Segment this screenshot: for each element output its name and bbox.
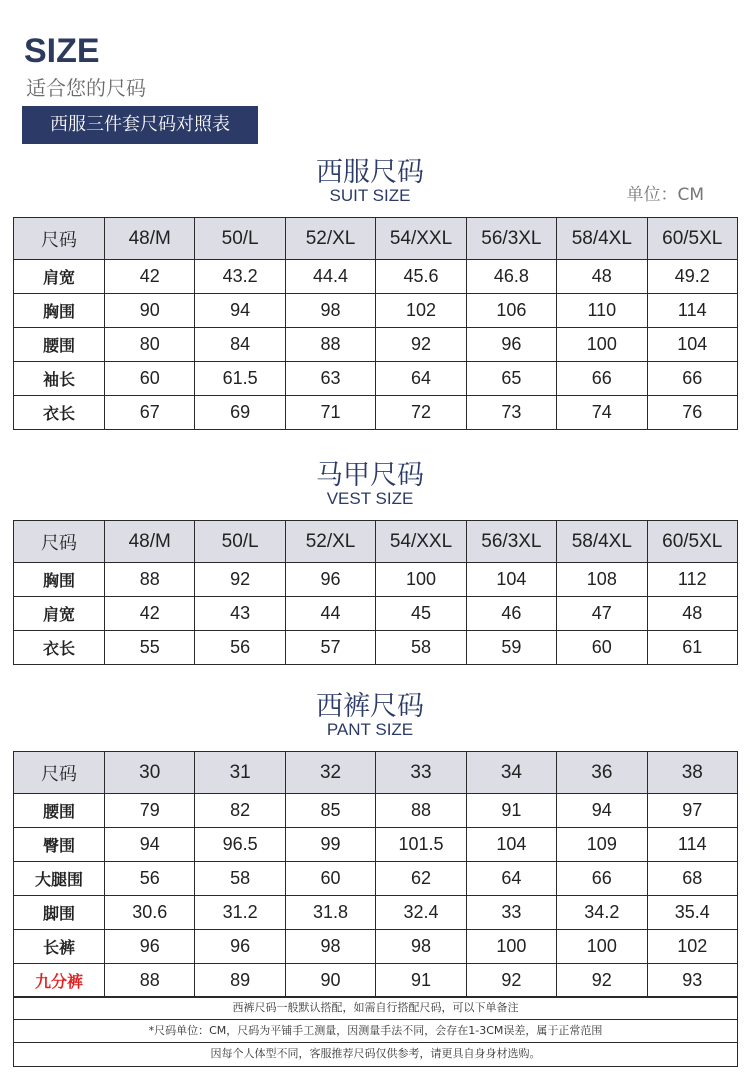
table-row bbox=[14, 631, 738, 665]
size-header-cell: 48/M bbox=[105, 521, 195, 563]
header-label-cell: 尺码 bbox=[14, 521, 105, 563]
row-label-cell: 袖长 bbox=[14, 362, 105, 396]
size-header-cell: 60/5XL bbox=[647, 218, 737, 260]
measure-cell: 61.5 bbox=[195, 362, 285, 396]
measure-cell: 109 bbox=[557, 828, 647, 862]
measure-cell: 100 bbox=[557, 930, 647, 964]
measure-cell: 96 bbox=[285, 563, 375, 597]
measure-cell: 31.8 bbox=[285, 896, 375, 930]
measure-cell: 63 bbox=[285, 362, 375, 396]
measure-cell: 76 bbox=[647, 396, 737, 430]
row-label-cell: 九分裤 bbox=[14, 964, 105, 998]
measure-cell: 56 bbox=[105, 862, 195, 896]
size-header-cell: 30 bbox=[105, 752, 195, 794]
measure-cell: 60 bbox=[285, 862, 375, 896]
measure-cell: 91 bbox=[376, 964, 466, 998]
note-line: *尺码单位：CM，尺码为平铺手工测量，因测量手法不同，会存在1-3CM误差，属于正常范围 bbox=[14, 1020, 737, 1043]
measure-cell: 100 bbox=[466, 930, 556, 964]
size-header-cell: 58/4XL bbox=[557, 218, 647, 260]
row-label-cell: 脚围 bbox=[14, 896, 105, 930]
table-row bbox=[14, 930, 738, 964]
measure-cell: 33 bbox=[466, 896, 556, 930]
pant-title-en: PANT SIZE bbox=[326, 720, 414, 739]
row-label-cell: 臀围 bbox=[14, 828, 105, 862]
table-row bbox=[14, 260, 738, 294]
table-row bbox=[14, 362, 738, 396]
measure-cell: 74 bbox=[557, 396, 647, 430]
size-header-cell: 56/3XL bbox=[466, 521, 556, 563]
measure-cell: 64 bbox=[466, 862, 556, 896]
pant-size-table bbox=[13, 751, 738, 998]
measure-cell: 93 bbox=[647, 964, 737, 998]
measure-cell: 99 bbox=[285, 828, 375, 862]
measure-cell: 44.4 bbox=[285, 260, 375, 294]
measure-cell: 71 bbox=[285, 396, 375, 430]
size-header-cell: 52/XL bbox=[285, 218, 375, 260]
suit-size-table bbox=[13, 217, 738, 430]
measure-cell: 68 bbox=[647, 862, 737, 896]
measure-cell: 58 bbox=[376, 631, 466, 665]
measure-cell: 42 bbox=[105, 597, 195, 631]
measure-cell: 47 bbox=[557, 597, 647, 631]
measure-cell: 88 bbox=[376, 794, 466, 828]
size-header-cell: 54/XXL bbox=[376, 521, 466, 563]
row-label-cell: 胸围 bbox=[14, 294, 105, 328]
measure-cell: 67 bbox=[105, 396, 195, 430]
measure-cell: 106 bbox=[466, 294, 556, 328]
measure-cell: 49.2 bbox=[647, 260, 737, 294]
measure-cell: 66 bbox=[557, 862, 647, 896]
measure-cell: 32.4 bbox=[376, 896, 466, 930]
measure-cell: 92 bbox=[466, 964, 556, 998]
measure-cell: 45 bbox=[376, 597, 466, 631]
measure-cell: 88 bbox=[285, 328, 375, 362]
vest-size-table bbox=[13, 520, 738, 665]
header-label-cell: 尺码 bbox=[14, 218, 105, 260]
row-label-cell: 大腿围 bbox=[14, 862, 105, 896]
measure-cell: 79 bbox=[105, 794, 195, 828]
table-row bbox=[14, 794, 738, 828]
measure-cell: 92 bbox=[557, 964, 647, 998]
suit-title: 西服尺码 bbox=[316, 157, 424, 188]
measure-cell: 102 bbox=[376, 294, 466, 328]
measure-cell: 69 bbox=[195, 396, 285, 430]
measure-cell: 42 bbox=[105, 260, 195, 294]
measure-cell: 96 bbox=[105, 930, 195, 964]
measure-cell: 65 bbox=[466, 362, 556, 396]
measure-cell: 60 bbox=[557, 631, 647, 665]
measure-cell: 80 bbox=[105, 328, 195, 362]
measure-cell: 56 bbox=[195, 631, 285, 665]
row-label-cell: 胸围 bbox=[14, 563, 105, 597]
measure-cell: 90 bbox=[105, 294, 195, 328]
measure-cell: 66 bbox=[557, 362, 647, 396]
measure-cell: 48 bbox=[557, 260, 647, 294]
measure-cell: 90 bbox=[285, 964, 375, 998]
measure-cell: 66 bbox=[647, 362, 737, 396]
measure-cell: 44 bbox=[285, 597, 375, 631]
measure-cell: 73 bbox=[466, 396, 556, 430]
vest-title-en: VEST SIZE bbox=[326, 489, 414, 508]
measure-cell: 96 bbox=[195, 930, 285, 964]
measure-cell: 35.4 bbox=[647, 896, 737, 930]
measure-cell: 55 bbox=[105, 631, 195, 665]
measure-cell: 46.8 bbox=[466, 260, 556, 294]
measure-cell: 97 bbox=[647, 794, 737, 828]
row-label-cell: 衣长 bbox=[14, 396, 105, 430]
size-header-cell: 50/L bbox=[195, 521, 285, 563]
measure-cell: 96 bbox=[466, 328, 556, 362]
size-header-cell: 54/XXL bbox=[376, 218, 466, 260]
size-header-cell: 52/XL bbox=[285, 521, 375, 563]
measure-cell: 85 bbox=[285, 794, 375, 828]
measure-cell: 108 bbox=[557, 563, 647, 597]
measure-cell: 91 bbox=[466, 794, 556, 828]
measure-cell: 114 bbox=[647, 294, 737, 328]
measure-cell: 98 bbox=[285, 930, 375, 964]
table-header-row bbox=[14, 218, 738, 260]
measure-cell: 98 bbox=[376, 930, 466, 964]
measure-cell: 104 bbox=[466, 828, 556, 862]
measure-cell: 82 bbox=[195, 794, 285, 828]
pant-title: 西裤尺码 bbox=[316, 691, 424, 722]
measure-cell: 43.2 bbox=[195, 260, 285, 294]
size-header-cell: 34 bbox=[466, 752, 556, 794]
size-header-cell: 58/4XL bbox=[557, 521, 647, 563]
measure-cell: 72 bbox=[376, 396, 466, 430]
measure-cell: 31.2 bbox=[195, 896, 285, 930]
size-header-cell: 60/5XL bbox=[647, 521, 737, 563]
measure-cell: 102 bbox=[647, 930, 737, 964]
table-header-row bbox=[14, 521, 738, 563]
row-label-cell: 长裤 bbox=[14, 930, 105, 964]
measure-cell: 94 bbox=[557, 794, 647, 828]
vest-title: 马甲尺码 bbox=[316, 460, 424, 491]
table-row bbox=[14, 896, 738, 930]
measure-cell: 59 bbox=[466, 631, 556, 665]
size-header-cell: 38 bbox=[647, 752, 737, 794]
measure-cell: 43 bbox=[195, 597, 285, 631]
note-line: 西裤尺码一般默认搭配，如需自行搭配尺码，可以下单备注 bbox=[14, 997, 737, 1020]
measure-cell: 88 bbox=[105, 964, 195, 998]
chart-banner: 西服三件套尺码对照表 bbox=[22, 106, 258, 144]
measure-cell: 104 bbox=[466, 563, 556, 597]
header-label-cell: 尺码 bbox=[14, 752, 105, 794]
table-row bbox=[14, 396, 738, 430]
row-label-cell: 腰围 bbox=[14, 328, 105, 362]
measure-cell: 64 bbox=[376, 362, 466, 396]
measure-cell: 62 bbox=[376, 862, 466, 896]
table-row bbox=[14, 597, 738, 631]
table-row bbox=[14, 294, 738, 328]
size-heading: SIZE bbox=[24, 32, 100, 70]
size-header-cell: 31 bbox=[195, 752, 285, 794]
note-line: 因每个人体型不同，客服推荐尺码仅供参考，请更具自身身材选购。 bbox=[210, 1047, 541, 1060]
size-subheading: 适合您的尺码 bbox=[26, 76, 146, 100]
suit-title-en: SUIT SIZE bbox=[329, 186, 411, 205]
measure-cell: 57 bbox=[285, 631, 375, 665]
size-header-cell: 48/M bbox=[105, 218, 195, 260]
measure-cell: 100 bbox=[376, 563, 466, 597]
measure-cell: 114 bbox=[647, 828, 737, 862]
measure-cell: 89 bbox=[195, 964, 285, 998]
measure-cell: 46 bbox=[466, 597, 556, 631]
measure-cell: 88 bbox=[105, 563, 195, 597]
table-row bbox=[14, 964, 738, 998]
size-header-cell: 50/L bbox=[195, 218, 285, 260]
table-row bbox=[14, 328, 738, 362]
size-header-cell: 32 bbox=[285, 752, 375, 794]
measure-cell: 61 bbox=[647, 631, 737, 665]
measure-cell: 96.5 bbox=[195, 828, 285, 862]
measure-cell: 30.6 bbox=[105, 896, 195, 930]
measure-cell: 34.2 bbox=[557, 896, 647, 930]
table-row bbox=[14, 862, 738, 896]
unit-label: 单位：CM bbox=[626, 185, 704, 205]
measure-cell: 110 bbox=[557, 294, 647, 328]
size-header-cell: 56/3XL bbox=[466, 218, 556, 260]
table-row bbox=[14, 828, 738, 862]
measure-cell: 45.6 bbox=[376, 260, 466, 294]
measure-cell: 98 bbox=[285, 294, 375, 328]
measure-cell: 94 bbox=[195, 294, 285, 328]
measure-cell: 100 bbox=[557, 328, 647, 362]
measure-cell: 92 bbox=[376, 328, 466, 362]
measure-cell: 58 bbox=[195, 862, 285, 896]
measure-cell: 84 bbox=[195, 328, 285, 362]
table-header-row bbox=[14, 752, 738, 794]
table-row bbox=[14, 563, 738, 597]
measure-cell: 92 bbox=[195, 563, 285, 597]
row-label-cell: 肩宽 bbox=[14, 597, 105, 631]
size-header-cell: 36 bbox=[557, 752, 647, 794]
row-label-cell: 肩宽 bbox=[14, 260, 105, 294]
size-header-cell: 33 bbox=[376, 752, 466, 794]
measure-cell: 101.5 bbox=[376, 828, 466, 862]
row-label-cell: 腰围 bbox=[14, 794, 105, 828]
measure-cell: 104 bbox=[647, 328, 737, 362]
measure-cell: 60 bbox=[105, 362, 195, 396]
notes-box bbox=[13, 996, 738, 1067]
measure-cell: 48 bbox=[647, 597, 737, 631]
measure-cell: 112 bbox=[647, 563, 737, 597]
row-label-cell: 衣长 bbox=[14, 631, 105, 665]
measure-cell: 94 bbox=[105, 828, 195, 862]
